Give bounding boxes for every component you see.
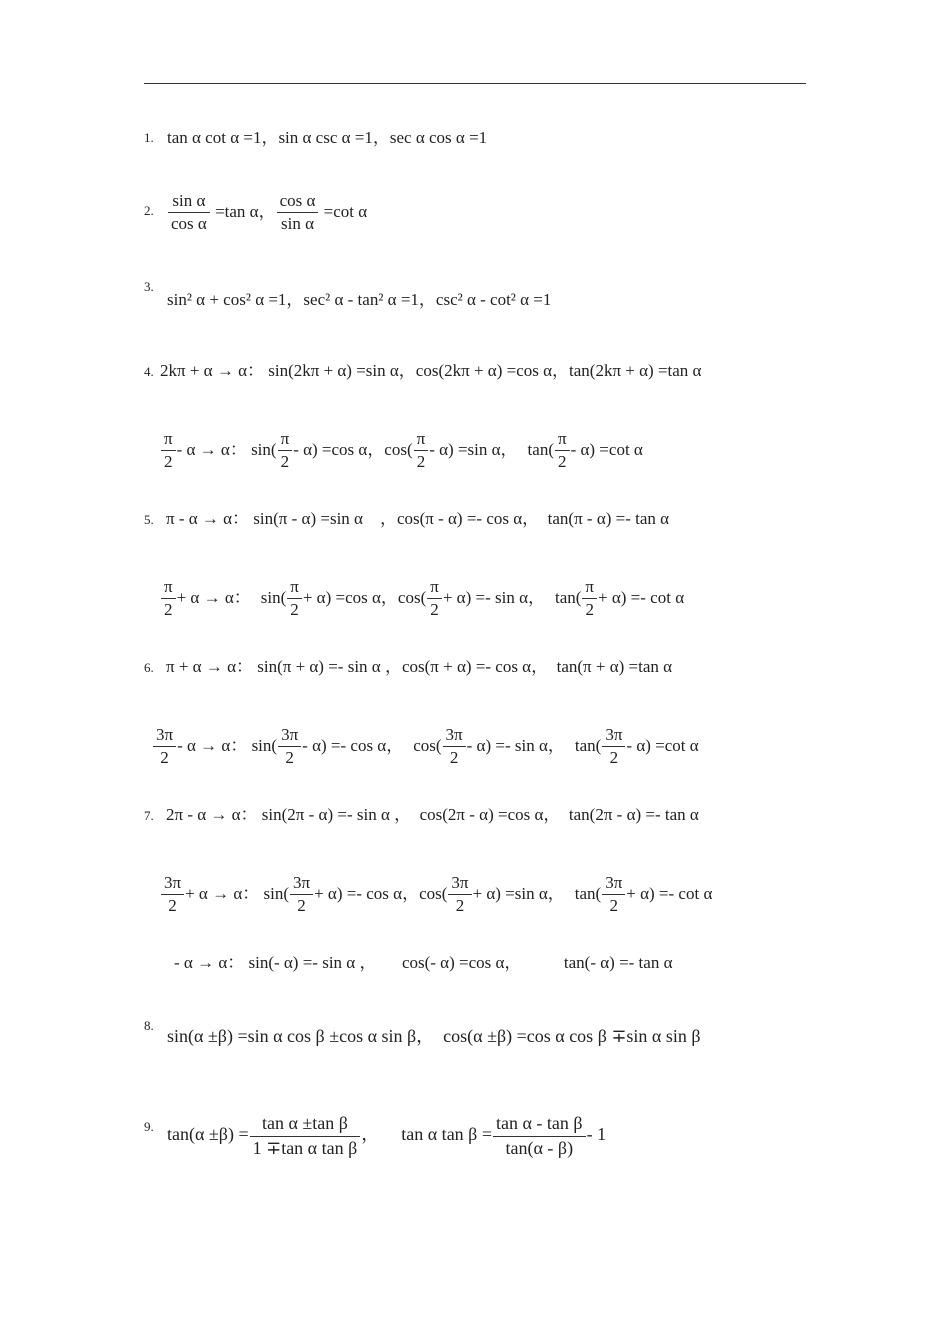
fraction-numerator: sin α [168, 190, 210, 213]
formula-text: ， [386, 735, 404, 755]
formula-text: + α) =- sin α [442, 587, 528, 607]
fraction-pi-over-2 [287, 576, 302, 622]
fraction-denominator: 2 [160, 748, 169, 768]
fraction-cos-over-sin [277, 190, 319, 236]
fraction-pi-over-2 [278, 428, 293, 474]
formula-pi-half-minus-alpha [160, 428, 643, 474]
formula-pi-plus-alpha: π + α → α： sin(π + α) =- sin α ，cos(π + α) =- cos α， tan(π + α) =tan α [166, 657, 673, 676]
fraction-tan-sum [250, 1112, 361, 1160]
formula-2kpi-plus-alpha: 2kπ + α → α： sin(2kπ + α) =sin α，cos(2kπ + α) =cos α，tan(2kπ + α) =tan α [160, 361, 702, 380]
fraction-pi-over-2 [555, 428, 570, 474]
formula-text: + α) =- cos α [314, 883, 403, 903]
formula-text: ，cos( [380, 587, 427, 607]
fraction-3pi-over-2 [153, 724, 176, 770]
fraction-numerator: tan α ±tan β [250, 1112, 361, 1137]
fraction-denominator: tan(α - β) [505, 1137, 574, 1158]
formula-text: + α → α： sin( [185, 883, 289, 903]
fraction-3pi-over-2 [602, 872, 625, 918]
formula-text: - α) =cot α [570, 439, 643, 459]
fraction-denominator: 1 ∓tan α tan β [252, 1137, 358, 1158]
fraction-denominator: 2 [416, 452, 426, 472]
formula-text: - α) =sin α [429, 439, 501, 459]
fraction-denominator: cos α [171, 214, 207, 234]
fraction-denominator: 2 [449, 748, 459, 768]
fraction-denominator: 2 [609, 748, 619, 768]
fraction-numerator: π [555, 428, 570, 451]
fraction-numerator: π [278, 428, 293, 451]
fraction-numerator: π [161, 428, 176, 451]
item-number-7: 7. [144, 808, 154, 823]
formula-text: + α → α： [176, 587, 251, 607]
formula-pythagorean-identities: sin² α + cos² α =1，sec² α - tan² α =1，csc² α - cot² α =1 [167, 290, 552, 309]
formula-text: - α → α： sin( [177, 735, 278, 755]
fraction-denominator: 2 [164, 600, 173, 620]
formula-text: tan( [554, 587, 582, 607]
formula-3pi-half-plus-alpha [160, 872, 712, 918]
formula-reciprocal-identities: tan α cot α =1，sin α csc α =1，sec α cos α =1 [167, 128, 488, 147]
formula-text: tan( [574, 883, 602, 903]
formula-text: ， [361, 1124, 380, 1145]
item-number-1: 1. [144, 130, 154, 145]
formula-quotient-identities [167, 190, 367, 236]
fraction-3pi-over-2 [290, 872, 313, 918]
fraction-denominator: 2 [297, 896, 306, 916]
formula-text: + α) =sin α， [472, 883, 565, 903]
fraction-denominator: 2 [164, 452, 173, 472]
formula-text: + α) =cos α [302, 587, 381, 607]
item-number-5: 5. [144, 512, 154, 527]
fraction-numerator: 3π [448, 872, 471, 895]
item-number-6: 6. [144, 660, 154, 675]
formula-text: sin( [260, 587, 287, 607]
fraction-numerator: 3π [278, 724, 301, 747]
formula-pi-half-plus-alpha [160, 576, 684, 622]
fraction-numerator: π [427, 576, 442, 599]
item-number-2: 2. [144, 203, 154, 218]
fraction-denominator: 2 [430, 600, 439, 620]
formula-text: - α) =- cos α [302, 735, 387, 755]
fraction-denominator: 2 [290, 600, 299, 620]
fraction-numerator: 3π [153, 724, 176, 747]
fraction-3pi-over-2 [278, 724, 301, 770]
formula-text: tan( [527, 439, 554, 459]
formula-text: - α) =cot α [626, 735, 699, 755]
fraction-denominator: 2 [609, 896, 618, 916]
formula-text: ， [527, 587, 545, 607]
fraction-numerator: π [582, 576, 597, 599]
formula-negative-alpha: - α → α： sin(- α) =- sin α ， cos(- α) =cos α， tan(- α) =- tan α [174, 953, 673, 972]
formula-text: =tan α， [210, 201, 276, 221]
fraction-3pi-over-2 [448, 872, 471, 918]
fraction-tan-product [493, 1112, 586, 1160]
fraction-numerator: 3π [161, 872, 184, 895]
fraction-denominator: 2 [585, 600, 594, 620]
formula-text: ，cos( [402, 883, 448, 903]
formula-pi-minus-alpha: π - α → α： sin(π - α) =sin α ，cos(π - α) =- cos α， tan(π - α) =- tan α [166, 509, 670, 528]
fraction-pi-over-2 [161, 428, 176, 474]
formula-text: =cot α [319, 201, 368, 221]
formula-2pi-minus-alpha: 2π - α → α： sin(2π - α) =- sin α ， cos(2π - α) =cos α， tan(2π - α) =- tan α [166, 805, 699, 824]
formula-sum-difference-sin-cos: sin(α ±β) =sin α cos β ±cos α sin β， cos(α ±β) =cos α cos β ∓sin α sin β [167, 1026, 701, 1046]
fraction-denominator: 2 [285, 748, 294, 768]
fraction-3pi-over-2 [443, 724, 466, 770]
fraction-numerator: tan α - tan β [493, 1112, 586, 1137]
fraction-numerator: π [161, 576, 176, 599]
formula-text: - α → α： sin( [176, 439, 277, 459]
fraction-pi-over-2 [414, 428, 429, 474]
fraction-sin-over-cos [168, 190, 210, 236]
formula-text: + α) =- cot α [598, 587, 685, 607]
formula-text: cos( [413, 735, 442, 755]
fraction-3pi-over-2 [602, 724, 625, 770]
formula-text: tan( [574, 735, 602, 755]
header-rule [144, 83, 806, 84]
fraction-numerator: cos α [277, 190, 319, 213]
formula-text: - 1 [586, 1124, 607, 1145]
fraction-numerator: 3π [443, 724, 466, 747]
fraction-denominator: 2 [168, 896, 177, 916]
item-number-4: 4. [144, 364, 154, 379]
fraction-denominator: 2 [280, 452, 290, 472]
formula-text: ， [500, 439, 518, 459]
item-number-3: 3. [144, 279, 154, 294]
fraction-pi-over-2 [161, 576, 176, 622]
fraction-numerator: 3π [602, 872, 625, 895]
formula-text: tan(α ±β) = [167, 1124, 249, 1145]
fraction-pi-over-2 [427, 576, 442, 622]
fraction-numerator: 3π [602, 724, 625, 747]
fraction-denominator: sin α [281, 214, 314, 234]
item-number-9: 9. [144, 1119, 154, 1134]
fraction-numerator: π [414, 428, 429, 451]
formula-text: ，cos( [367, 439, 413, 459]
formula-text: tan α tan β = [401, 1124, 492, 1145]
fraction-3pi-over-2 [161, 872, 184, 918]
item-number-8: 8. [144, 1018, 154, 1033]
fraction-numerator: 3π [290, 872, 313, 895]
formula-text: + α) =- cot α [626, 883, 713, 903]
formula-text: - α) =- sin α， [466, 735, 565, 755]
formula-tangent-sum-difference [167, 1112, 606, 1160]
fraction-denominator: 2 [558, 452, 567, 472]
fraction-numerator: π [287, 576, 302, 599]
fraction-pi-over-2 [582, 576, 597, 622]
formula-3pi-half-minus-alpha [152, 724, 699, 770]
formula-text: - α) =cos α [293, 439, 368, 459]
fraction-denominator: 2 [455, 896, 465, 916]
